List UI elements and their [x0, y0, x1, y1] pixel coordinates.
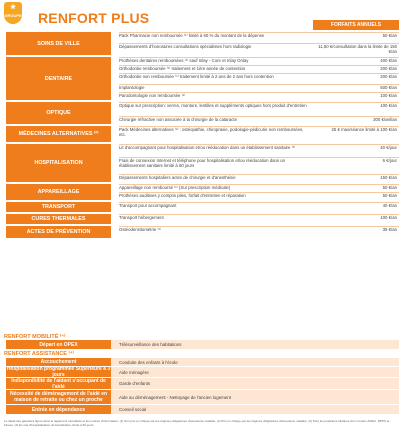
- guarantee-line: [119, 116, 399, 125]
- category-label: MÉDECINES ALTERNATIVES ⁽²⁾: [6, 126, 111, 142]
- page-title: RENFORT PLUS: [38, 10, 150, 26]
- guarantee-line: [119, 192, 399, 201]
- guarantee-line: [119, 92, 399, 101]
- unéo-logo: [4, 2, 22, 24]
- guarantee-description: Transport hébergement: [119, 215, 164, 220]
- guarantee-line: [119, 202, 399, 213]
- guarantee-description: Orthodontie remboursée ⁽¹⁾ traitement et 1ère année de contention: [119, 66, 246, 71]
- mobilite-row: [6, 340, 399, 349]
- guarantee-description: Pack Médecines alternatives ⁽²⁾ : ostéopathie, chiropraxie, podologie-pédicurie non remboursées, etc.: [119, 127, 304, 137]
- guarantee-row: [6, 144, 399, 182]
- guarantee-description: Dépassements d'honoraires consultations spécialistes hors radiologie: [119, 44, 252, 49]
- guarantee-amount: 50 €/an: [382, 185, 397, 190]
- section-title-mobilite: RENFORT MOBILITÉ ⁽⁴⁾: [4, 334, 66, 340]
- guarantee-description: Dépassements hospitaliers actes de chirurgie et d'anesthésie: [119, 175, 236, 180]
- guarantee-description: Implantologie: [119, 85, 145, 90]
- guarantee-amount: 400 €/an: [380, 58, 397, 63]
- guarantee-amount: 25 € max/séance limité à 100 €/an: [331, 127, 397, 132]
- guarantee-row: [6, 102, 399, 124]
- guarantee-line: [119, 102, 399, 117]
- guarantee-description: Pack Pharmacie non remboursée ⁽¹⁾ limité à 60 % du montant de la dépense: [119, 33, 265, 38]
- guarantee-amount: 40 €/an: [382, 203, 397, 208]
- column-header-forfaits: FORFAITS ANNUELS: [313, 20, 399, 30]
- assistance-description: Conseil social: [119, 407, 147, 412]
- mobilite-description: Télésurveillance des habitations: [119, 342, 182, 347]
- guarantee-line: [119, 43, 399, 56]
- guarantee-line: [119, 214, 399, 225]
- guarantee-description: Transport pour accompagnant: [119, 203, 177, 208]
- guarantee-description: Parodontologie non remboursée ⁽¹⁾: [119, 93, 186, 98]
- assistance-label: Nécessité de déménagement de l'aidé en maison de retraite ou chez un proche: [6, 390, 111, 404]
- guarantee-description: Frais de connexion Internet et téléphone pour hospitalisation et/ou rééducation dans un établissement sanitaire limité à 60 jours: [119, 158, 286, 168]
- category-label: HOSPITALISATION: [6, 144, 111, 182]
- category-label: SOINS DE VILLE: [6, 32, 111, 55]
- guarantee-amount: 50 €/an: [382, 33, 397, 38]
- assistance-row: [6, 390, 399, 404]
- guarantee-description: Optique sur prescription: verres, monture, lentilles et suppléments optiques hors produit d'entretien: [119, 103, 307, 108]
- assistance-description: Garde d'enfants: [119, 381, 151, 386]
- guarantee-amount: 40 €/jour: [380, 145, 397, 150]
- assistance-row: [6, 405, 399, 414]
- assistance-row: [6, 367, 399, 377]
- guarantee-amount: 35 €/an: [382, 227, 397, 232]
- guarantee-description: Prothèses auditives y compris piles, forfait d'entretien et réparation: [119, 193, 246, 198]
- guarantee-amount: 100 €/an: [380, 93, 397, 98]
- category-label: CURES THERMALES: [6, 214, 111, 224]
- guarantee-description: Ostéodensitométrie ⁽¹⁾: [119, 227, 161, 232]
- guarantee-amount: 100 €/an: [380, 103, 397, 108]
- guarantee-description: Prothèses dentaires remboursées ⁽¹⁾ sauf Inlay - Core et Inlay Onlay: [119, 58, 249, 63]
- section-title-assistance: RENFORT ASSISTANCE ⁽⁴⁾: [4, 351, 74, 357]
- category-label: TRANSPORT: [6, 202, 111, 212]
- category-label: ACTES DE PRÉVENTION: [6, 226, 111, 238]
- assistance-label: Accouchement: [6, 358, 111, 366]
- category-label: APPAREILLAGE: [6, 184, 111, 200]
- guarantee-amount: 150 €/an: [380, 175, 397, 180]
- assistance-description: Aide ménagère: [119, 369, 149, 375]
- assistance-row: [6, 378, 399, 389]
- guarantee-row: [6, 32, 399, 55]
- guarantee-line: [119, 157, 399, 175]
- guarantee-amount: 300 €/œil/an: [373, 117, 397, 122]
- guarantee-row: [6, 202, 399, 212]
- guarantee-amount: 100 €/an: [380, 215, 397, 220]
- assistance-description: Conduite des enfants à l'école: [119, 359, 178, 365]
- guarantee-line: [119, 144, 399, 158]
- guarantee-line: [119, 126, 399, 143]
- assistance-label: Hospitalisation programmée Supérieure à 3 jours: [6, 366, 111, 378]
- guarantee-description: Appareillage non remboursé ⁽¹⁾ (Sur prescription médicale): [119, 185, 231, 190]
- guarantee-amount: 500 €/an: [380, 85, 397, 90]
- footnote: Le détail des garanties figure dans le règlement mutualiste et les notices d'information. (1) Non pris en charge par les régimes obligatoires d'assurance maladie. (2) Pris en charge par les régimes obligatoires d'assurance maladie. (3) Pour les praticiens titulaires d'un numéro ADELI, RPPS et Finess. (4) En cas d'hospitalisation du bénéficiaire, limité à 60 jours.: [4, 419, 390, 427]
- star-icon: ★: [9, 4, 17, 11]
- mobilite-label: Départ en OPEX: [6, 340, 111, 349]
- assistance-description: Aide au déménagement - Nettoyage de l'ancien logement: [119, 394, 231, 400]
- category-label: OPTIQUE: [6, 102, 111, 124]
- guarantee-description: Chirurgie réfractive non associée à la chirurgie de la cataracte: [119, 117, 237, 122]
- assistance-row: [6, 358, 399, 366]
- guarantee-row: [6, 214, 399, 224]
- guarantee-amount: 50 €/an: [382, 193, 397, 198]
- guarantee-description: Orthodontie non remboursée ⁽¹⁾ traitement limité à 2 ans de 2 ans hors contention: [119, 74, 274, 79]
- category-label: DENTAIRE: [6, 57, 111, 100]
- guarantee-row: [6, 226, 399, 238]
- assistance-label: Indisponibilité de l'aidant s'occupant de l'aidé: [6, 378, 111, 389]
- logo-text: GROUPE: [4, 13, 22, 18]
- assistance-label: Entrée en dépendance: [6, 405, 111, 414]
- guarantee-line: [119, 174, 399, 183]
- guarantee-amount: 200 €/an: [380, 66, 397, 71]
- guarantee-description: Lit d'accompagnant pour hospitalisation et/ou rééducation dans un établissement sanitaire ⁽³⁾: [119, 145, 296, 150]
- guarantee-amount: 6 €/jour: [382, 158, 397, 163]
- guarantee-line: [119, 226, 399, 239]
- guarantee-row: [6, 126, 399, 142]
- guarantee-amount: 200 €/an: [380, 74, 397, 79]
- guarantee-amount: 11,50 €/consultation dans la limite de 150 €/an: [318, 44, 397, 54]
- guarantee-row: [6, 184, 399, 200]
- guarantee-row: [6, 57, 399, 100]
